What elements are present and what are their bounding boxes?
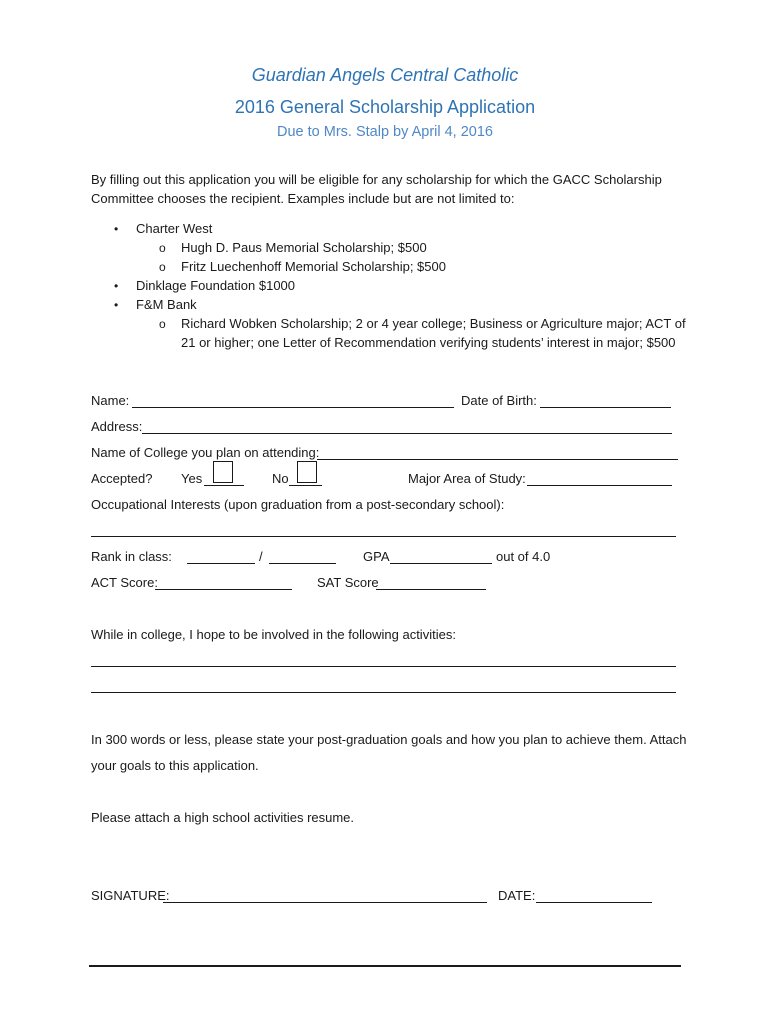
rank-field[interactable] — [187, 563, 255, 564]
sat-label: SAT Score — [317, 575, 379, 590]
gpa-label: GPA — [363, 549, 390, 564]
circle-bullet-icon: o — [159, 317, 166, 331]
yes-label: Yes — [181, 471, 203, 486]
yes-underline — [204, 485, 244, 486]
intro-line-1: By filling out this application you will be eligible for any scholarship for which the GACC Scholarship — [91, 172, 662, 187]
org-title: Guardian Angels Central Catholic — [251, 65, 519, 85]
college-field[interactable] — [317, 459, 678, 460]
dob-label: Date of Birth: — [461, 393, 537, 408]
act-field[interactable] — [155, 589, 292, 590]
signature-label: SIGNATURE: — [91, 888, 170, 903]
major-field[interactable] — [527, 485, 672, 486]
list-subitem: 21 or higher; one Letter of Recommendation verifying students’ interest in major; $500 — [181, 335, 676, 350]
due-date-subtitle: Due to Mrs. Stalp by April 4, 2016 — [277, 124, 493, 140]
activities-label: While in college, I hope to be involved in the following activities: — [91, 627, 456, 642]
address-label: Address: — [91, 419, 143, 434]
activities-field-2[interactable] — [91, 692, 676, 693]
footer-divider — [89, 965, 681, 967]
resume-note: Please attach a high school activities resume. — [91, 810, 355, 825]
no-underline — [289, 485, 322, 486]
list-subitem: Hugh D. Paus Memorial Scholarship; $500 — [181, 240, 427, 255]
major-label: Major Area of Study: — [408, 471, 526, 486]
no-checkbox[interactable] — [297, 461, 317, 483]
bullet-icon: • — [114, 222, 119, 236]
sat-field[interactable] — [376, 589, 486, 590]
signature-field[interactable] — [163, 902, 487, 903]
gpa-field[interactable] — [390, 563, 492, 564]
college-label: Name of College you plan on attending: — [91, 445, 320, 460]
no-label: No — [272, 471, 289, 486]
rank-slash: / — [259, 549, 263, 564]
yes-checkbox[interactable] — [213, 461, 233, 483]
name-label: Name: — [91, 393, 130, 408]
accepted-label: Accepted? — [91, 471, 153, 486]
date-label: DATE: — [498, 888, 536, 903]
goals-line-1: In 300 words or less, please state your post-graduation goals and how you plan to achieve them. Attach — [91, 732, 687, 747]
intro-line-2: Committee chooses the recipient. Examples include but are not limited to: — [91, 191, 515, 206]
name-field[interactable] — [132, 407, 454, 408]
gpa-out-of-label: out of 4.0 — [496, 549, 551, 564]
list-item: F&M Bank — [136, 297, 197, 312]
circle-bullet-icon: o — [159, 260, 166, 274]
list-item: Dinklage Foundation $1000 — [136, 278, 296, 293]
list-item: Charter West — [136, 221, 213, 236]
class-size-field[interactable] — [269, 563, 336, 564]
bullet-icon: • — [114, 298, 119, 312]
rank-label: Rank in class: — [91, 549, 172, 564]
list-subitem: Fritz Luechenhoff Memorial Scholarship; $500 — [181, 259, 446, 274]
occupational-label: Occupational Interests (upon graduation from a post-secondary school): — [91, 497, 505, 512]
address-field[interactable] — [142, 433, 672, 434]
circle-bullet-icon: o — [159, 241, 166, 255]
activities-field-1[interactable] — [91, 666, 676, 667]
bullet-icon: • — [114, 279, 119, 293]
dob-field[interactable] — [540, 407, 671, 408]
goals-line-2: your goals to this application. — [91, 758, 259, 773]
list-subitem: Richard Wobken Scholarship; 2 or 4 year college; Business or Agriculture major; ACT of — [181, 316, 686, 331]
act-label: ACT Score: — [91, 575, 158, 590]
occupational-field[interactable] — [91, 536, 676, 537]
application-title: 2016 General Scholarship Application — [234, 97, 536, 117]
date-field[interactable] — [536, 902, 652, 903]
